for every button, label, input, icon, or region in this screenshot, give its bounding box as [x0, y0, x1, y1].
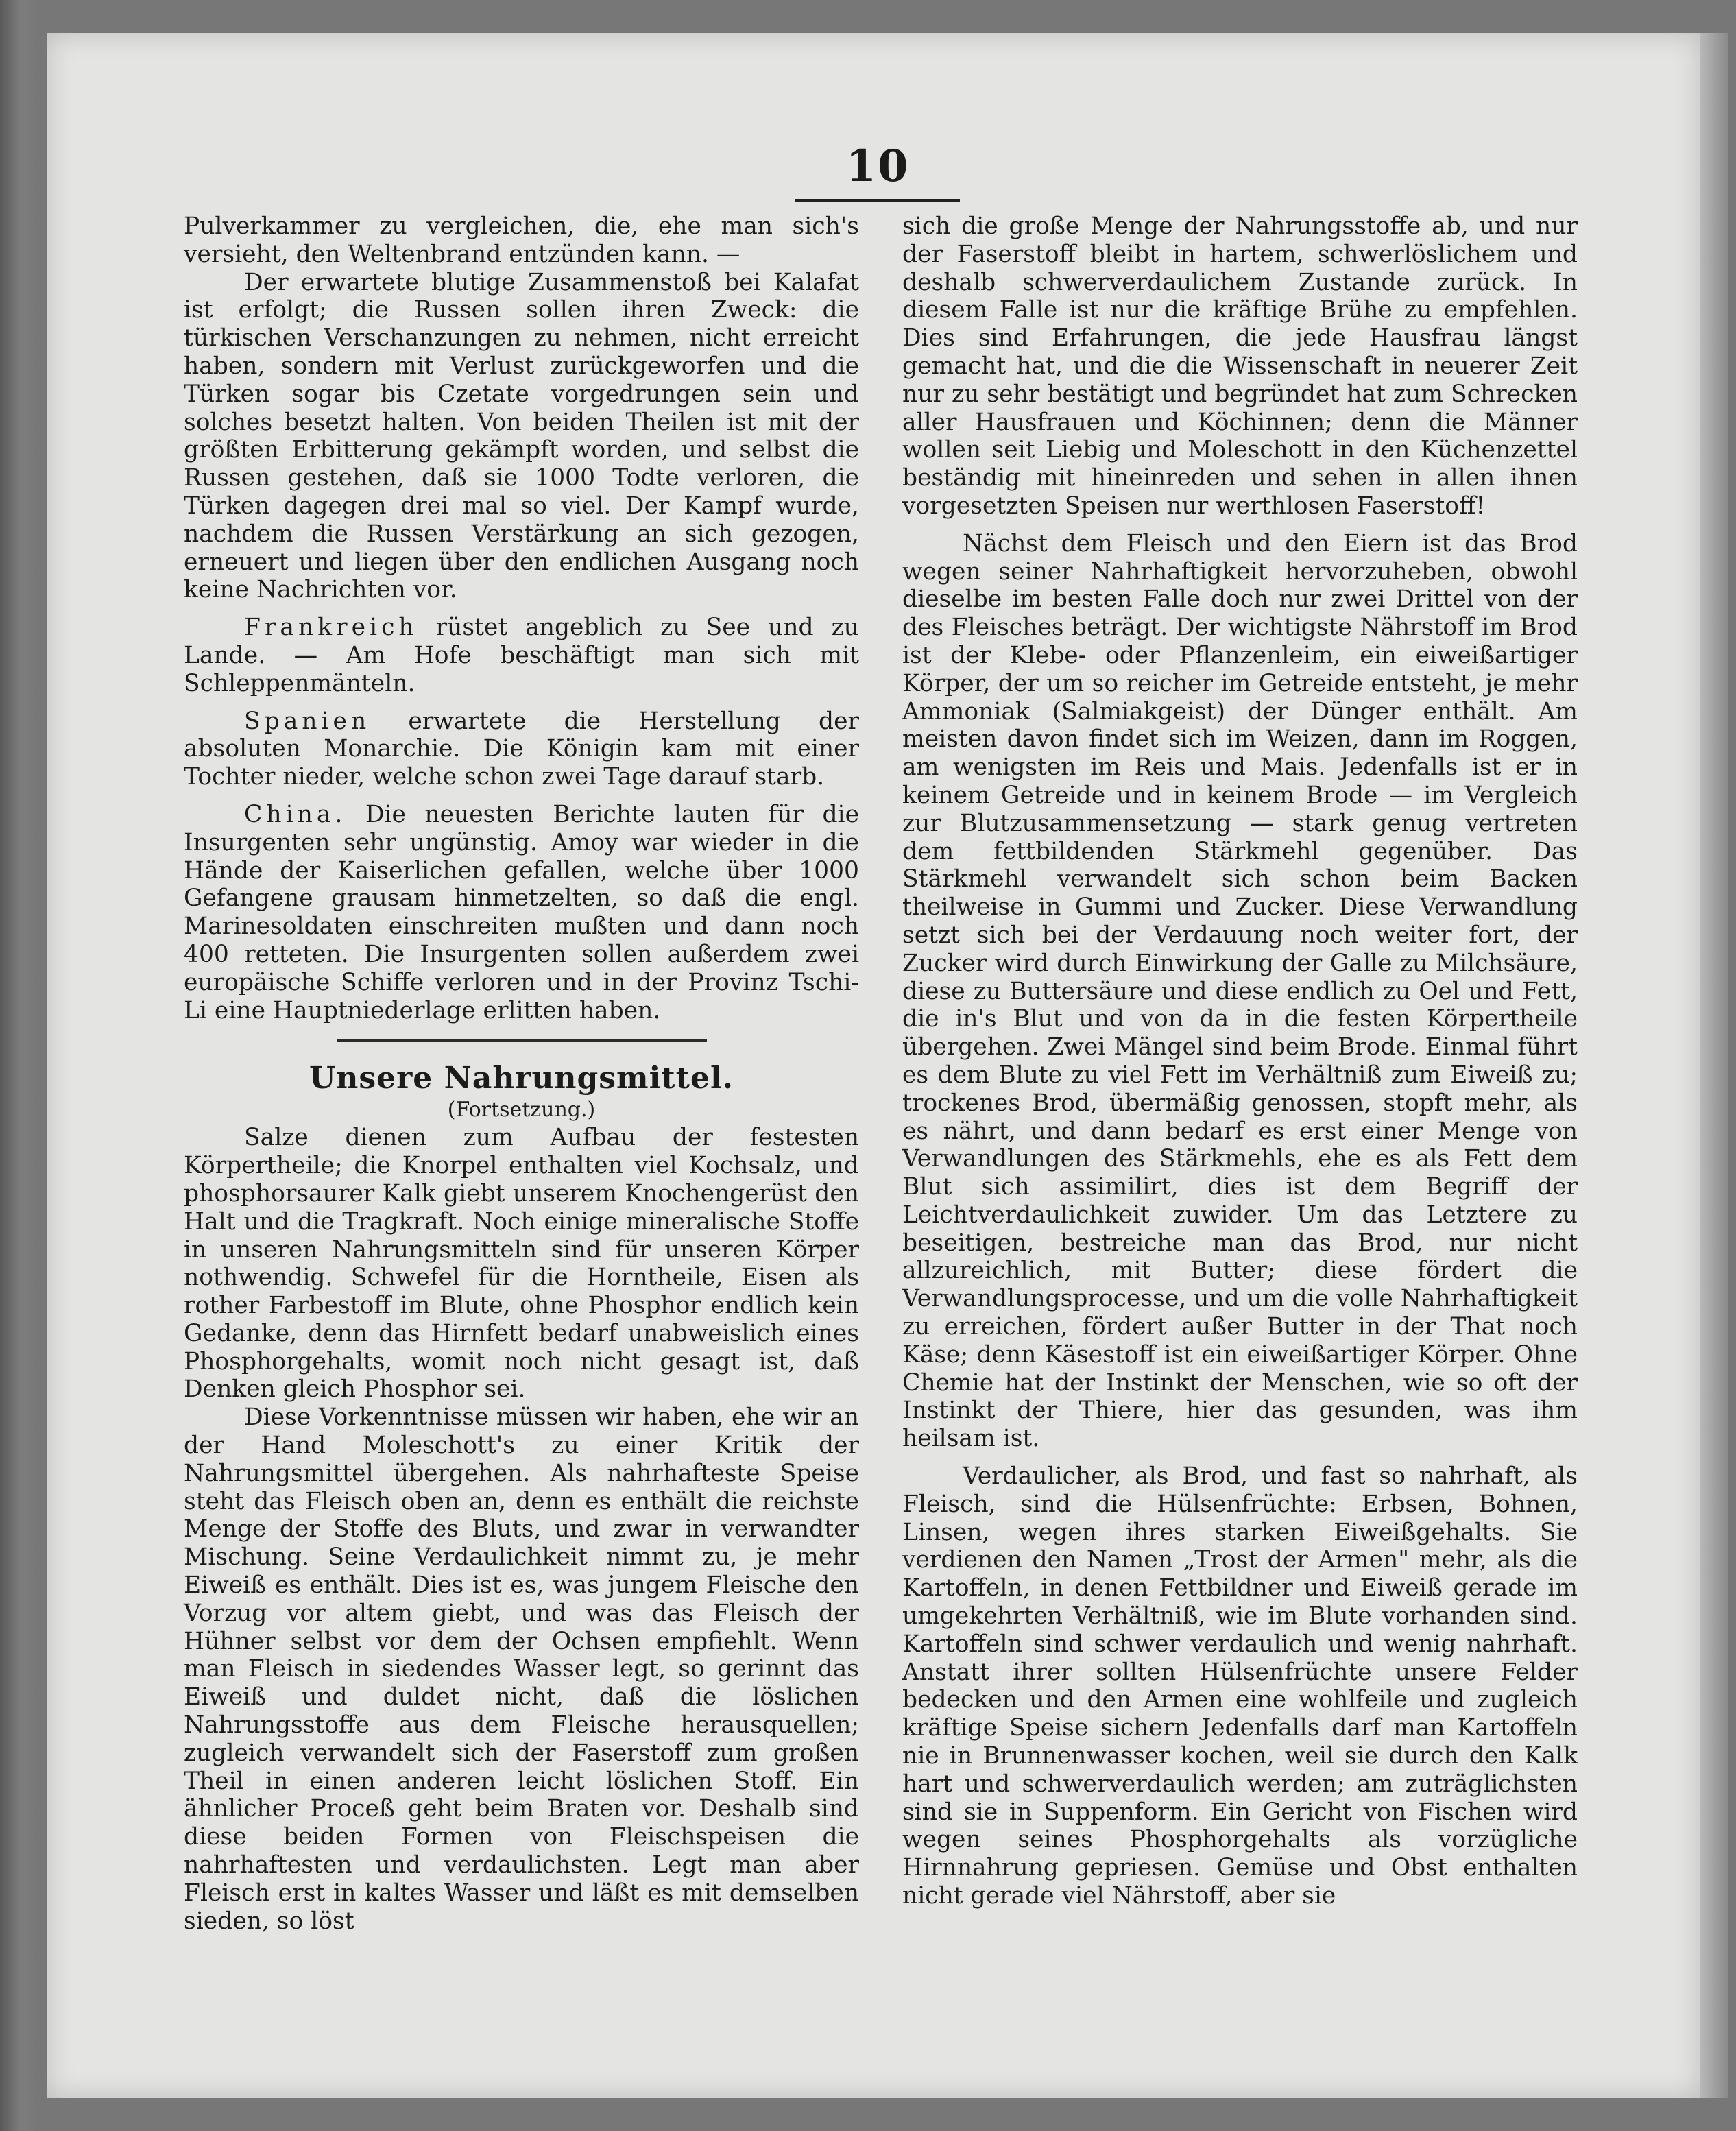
section-title: Unsere Nahrungsmittel.: [309, 1061, 734, 1096]
paragraph: [184, 801, 859, 1024]
page-number-underline: [795, 199, 960, 202]
paragraph: [184, 614, 859, 697]
paragraph-text: Die neuesten Berichte lauten für die Insurgenten sehr ungünstig. Amoy war wieder in die Hände der Kaiserlichen gefallen, welche über 1000 Gefangene grausam hinmetzelten, so daß die engl. Marinesoldaten einschreiten mußten und dann noch 400 retteten. Die Insurgenten sollen außerdem zwei europäische Schiffe verloren und in der Provinz Tschi-Li eine Hauptniederlage erlitten haben.: [184, 800, 859, 1024]
page-edge-shadow: [1700, 33, 1728, 2098]
left-column: [184, 213, 859, 1935]
country-heading: Spanien: [244, 707, 371, 735]
paragraph: [184, 708, 859, 791]
country-heading: Frankreich: [244, 614, 418, 642]
paragraph: sich die große Menge der Nahrungsstoffe ab, und nur der Faserstoff bleibt in hartem, schwerlöslichem und deshalb schwerverdaulichem Zustande zurück. In diesem Falle ist nur die kräftige Brühe zu empfehlen. Dies sind Erfahrungen, die jede Hausfrau längst gemacht hat, und die die Wissenschaft in neuerer Zeit nur zu sehr bestätigt und begründet hat zum Schrecken aller Hausfrauen und Köchinnen; denn die Männer wollen seit Liebig und Moleschott in den Küchenzettel beständig mit hineinreden und sehen in allen ihnen vorgesetzten Speisen nur werthlosen Faserstoff!: [902, 213, 1578, 520]
paragraph: Verdaulicher, als Brod, und fast so nahrhaft, als Fleisch, sind die Hülsenfrüchte: Erbsen, Bohnen, Linsen, wegen ihres starken Eiweißgehalts. Sie verdienen den Namen „Trost der Armen" mehr, als die Kartoffeln, in denen Fettbildner und Eiweiß gerade im umgekehrten Verhältniß, wie im Blute vorhanden sind. Kartoffeln sind schwer verdaulich und wenig nahrhaft. Anstatt ihrer sollten Hülsenfrüchte unsere Felder bedecken und den Armen eine wohlfeile und zugleich kräftige Speise sichern Jedenfalls darf man Kartoffeln nie in Brunnenwasser kochen, weil sie durch den Kalk hart und schwerverdaulich werden; am zuträglichsten sind sie in Suppenform. Ein Gericht von Fischen wird wegen seines Phosphorgehalts als vorzügliche Hirnnahrung gepriesen. Gemüse und Obst enthalten nicht gerade viel Nährstoff, aber sie: [902, 1462, 1578, 1910]
country-heading: China.: [244, 800, 347, 828]
paragraph: Der erwartete blutige Zusammenstoß bei Kalafat ist erfolgt; die Russen sollen ihren Zweck: die türkischen Verschanzungen zu nehmen, nicht erreicht haben, sondern mit Verlust zurückgeworfen und die Türken sogar bis Czetate vorgedrungen sein und solches besetzt halten. Von beiden Theilen ist mit der größten Erbitterung gekämpft worden, und selbst die Russen gestehen, daß sie 1000 Todte verloren, die Türken dagegen drei mal so viel. Der Kampf wurde, nachdem die Russen Verstärkung an sich gezogen, erneuert und liegen über den endlichen Ausgang noch keine Nachrichten vor.: [184, 268, 859, 604]
paragraph-text: rüstet angeblich zu See und zu Lande. — Am Hofe beschäftigt man sich mit Schleppenmänteln.: [184, 614, 859, 697]
page-number: 10: [845, 141, 910, 192]
paragraph-text: erwartete die Herstellung der absoluten Monarchie. Die Königin kam mit einer Tochter nieder, welche schon zwei Tage darauf starb.: [184, 707, 859, 791]
section-subtitle: (Fortsetzung.): [447, 1098, 596, 1122]
paragraph: Nächst dem Fleisch und den Eiern ist das Brod wegen seiner Nahrhaftigkeit hervorzuheben, obwohl dieselbe im besten Falle doch nur zwei Drittel von der des Fleisches beträgt. Der wichtigste Nährstoff im Brod ist der Klebe- oder Pflanzenleim, ein eiweißartiger Körper, der um so reicher im Getreide entsteht, je mehr Ammoniak (Salmiakgeist) der Dünger enthält. Am meisten davon findet sich im Weizen, dann im Roggen, am wenigsten im Reis und Mais. Jedenfalls ist er in keinem Getreide und in keinem Brode — im Vergleich zur Blutzusammensetzung — stark genug vertreten dem fettbildenden Stärkmehl gegenüber. Das Stärkmehl verwandelt sich schon beim Backen theilweise in Gummi und Zucker. Diese Verwandlung setzt sich bei der Verdauung noch weiter fort, der Zucker wird durch Einwirkung der Galle zu Milchsäure, diese zu Buttersäure und diese endlich zu Oel und Fett, die in's Blut und von da in die festen Körpertheile übergehen. Zwei Mängel sind beim Brode. Einmal führt es dem Blute zu viel Fett im Verhältniß zum Eiweiß zu; trockenes Brod, übermäßig genossen, stopft mehr, als es nährt, und dann bedarf es erst einer Menge von Verwandlungen des Stärkmehls, ehe es als Fett dem Blut sich assimilirt, dies ist dem Begriff der Leichtverdaulichkeit zuwider. Um das Letztere zu beseitigen, bestreiche man das Brod, nur nicht allzureichlich, mit Butter; diese fördert die Verwandlungsprocesse, und um die volle Nahrhaftigkeit zu erreichen, fördert außer Butter in der That noch Käse; denn Käsestoff ist ein eiweißartiger Körper. Ohne Chemie hat der Instinkt der Menschen, wie so oft der Instinkt der Thiere, hier das gesunden, was ihm heilsam ist.: [902, 529, 1578, 1453]
right-column: [902, 213, 1578, 1910]
paragraph: Salze dienen zum Aufbau der festesten Körpertheile; die Knorpel enthalten viel Kochsalz, und phosphorsaurer Kalk giebt unserem Knochengerüst den Halt und die Tragkraft. Noch einige mineralische Stoffe in unseren Nahrungsmitteln sind für unseren Körper nothwendig. Schwefel für die Horntheile, Eisen als rother Farbestoff im Blute, ohne Phosphor endlich kein Gedanke, denn das Hirnfett bedarf unabweislich eines Phosphorgehalts, womit noch nicht gesagt ist, daß Denken gleich Phosphor sei.: [184, 1124, 859, 1404]
section-divider: [337, 1039, 707, 1042]
paragraph: Pulverkammer zu vergleichen, die, ehe man sich's versieht, den Weltenbrand entzünden kann. —: [184, 213, 859, 268]
paragraph: Diese Vorkenntnisse müssen wir haben, ehe wir an der Hand Moleschott's zu einer Kritik der Nahrungsmittel übergehen. Als nahrhafteste Speise steht das Fleisch oben an, denn es enthält die reichste Menge der Stoffe des Bluts, und zwar in verwandter Mischung. Seine Verdaulichkeit nimmt zu, je mehr Eiweiß es enthält. Dies ist es, was jungem Fleische den Vorzug vor altem giebt, und was das Fleisch der Hühner selbst vor dem der Ochsen empfiehlt. Wenn man Fleisch in siedendes Wasser legt, so gerinnt das Eiweiß und duldet nicht, daß die löslichen Nahrungsstoffe aus dem Fleische herausquellen; zugleich verwandelt sich der Faserstoff zum großen Theil in einen anderen leicht löslichen Stoff. Ein ähnlicher Proceß geht beim Braten vor. Deshalb sind diese beiden Formen von Fleischspeisen die nahrhaftesten und verdaulichsten. Legt man aber Fleisch erst in kaltes Wasser und läßt es mit demselben sieden, so löst: [184, 1404, 859, 1935]
